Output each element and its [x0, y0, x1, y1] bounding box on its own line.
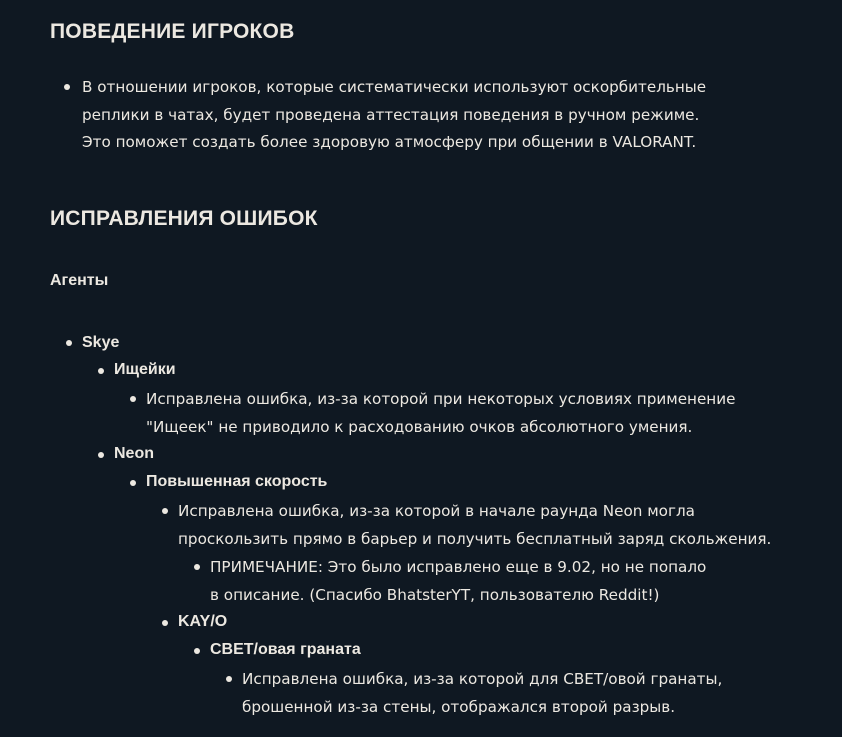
- section-title-player-behavior: ПОВЕДЕНИЕ ИГРОКОВ: [50, 20, 295, 43]
- behavior-text-line-2: реплики в чатах, будет проведена аттестация поведения в ручном режиме.: [82, 106, 700, 124]
- skye-fix-line-2: "Ищеек" не приводило к расходованию очков абсолютного умения.: [146, 418, 693, 436]
- ability-name-high-gear: Повышенная скорость: [146, 473, 328, 490]
- bullet-icon: [64, 84, 70, 90]
- agent-name-neon: Neon: [114, 445, 154, 462]
- neon-fix-line-2: проскользить прямо в барьер и получить бесплатный заряд скольжения.: [178, 530, 772, 548]
- ability-name-seekers: Ищейки: [114, 361, 176, 378]
- neon-fix-line-1: Исправлена ошибка, из-за которой в начале раунда Neon могла: [178, 502, 695, 520]
- subsection-title-agents: Агенты: [50, 272, 109, 289]
- section-title-bug-fixes: ИСПРАВЛЕНИЯ ОШИБОК: [50, 207, 318, 230]
- behavior-text-line-1: В отношении игроков, которые систематически используют оскорбительные: [82, 78, 707, 96]
- bullet-icon: [66, 340, 72, 346]
- kayo-fix-line-1: Исправлена ошибка, из-за которой для СВЕТ/овой гранаты,: [242, 670, 723, 688]
- bullet-icon: [194, 564, 200, 570]
- agent-name-kayo: KAY/O: [178, 613, 228, 630]
- bullet-icon: [162, 508, 168, 514]
- neon-note-line-2: в описание. (Спасибо BhatsterYT, пользователю Reddit!): [210, 586, 660, 604]
- bullet-icon: [130, 396, 136, 402]
- bullet-icon: [162, 620, 168, 626]
- ability-name-flashdrive: СВЕТ/овая граната: [210, 641, 361, 658]
- bullet-icon: [98, 368, 104, 374]
- skye-fix-line-1: Исправлена ошибка, из-за которой при некоторых условиях применение: [146, 390, 736, 408]
- kayo-fix-line-2: брошенной из-за стены, отображался второй разрыв.: [242, 698, 676, 716]
- bullet-icon: [194, 648, 200, 654]
- neon-note-line-1: ПРИМЕЧАНИЕ: Это было исправлено еще в 9.02, но не попало: [210, 558, 707, 576]
- bullet-icon: [226, 676, 232, 682]
- agent-name-skye: Skye: [82, 334, 120, 351]
- bullet-icon: [98, 452, 104, 458]
- behavior-text-line-3: Это поможет создать более здоровую атмосферу при общении в VALORANT.: [82, 133, 697, 151]
- bullet-icon: [130, 480, 136, 486]
